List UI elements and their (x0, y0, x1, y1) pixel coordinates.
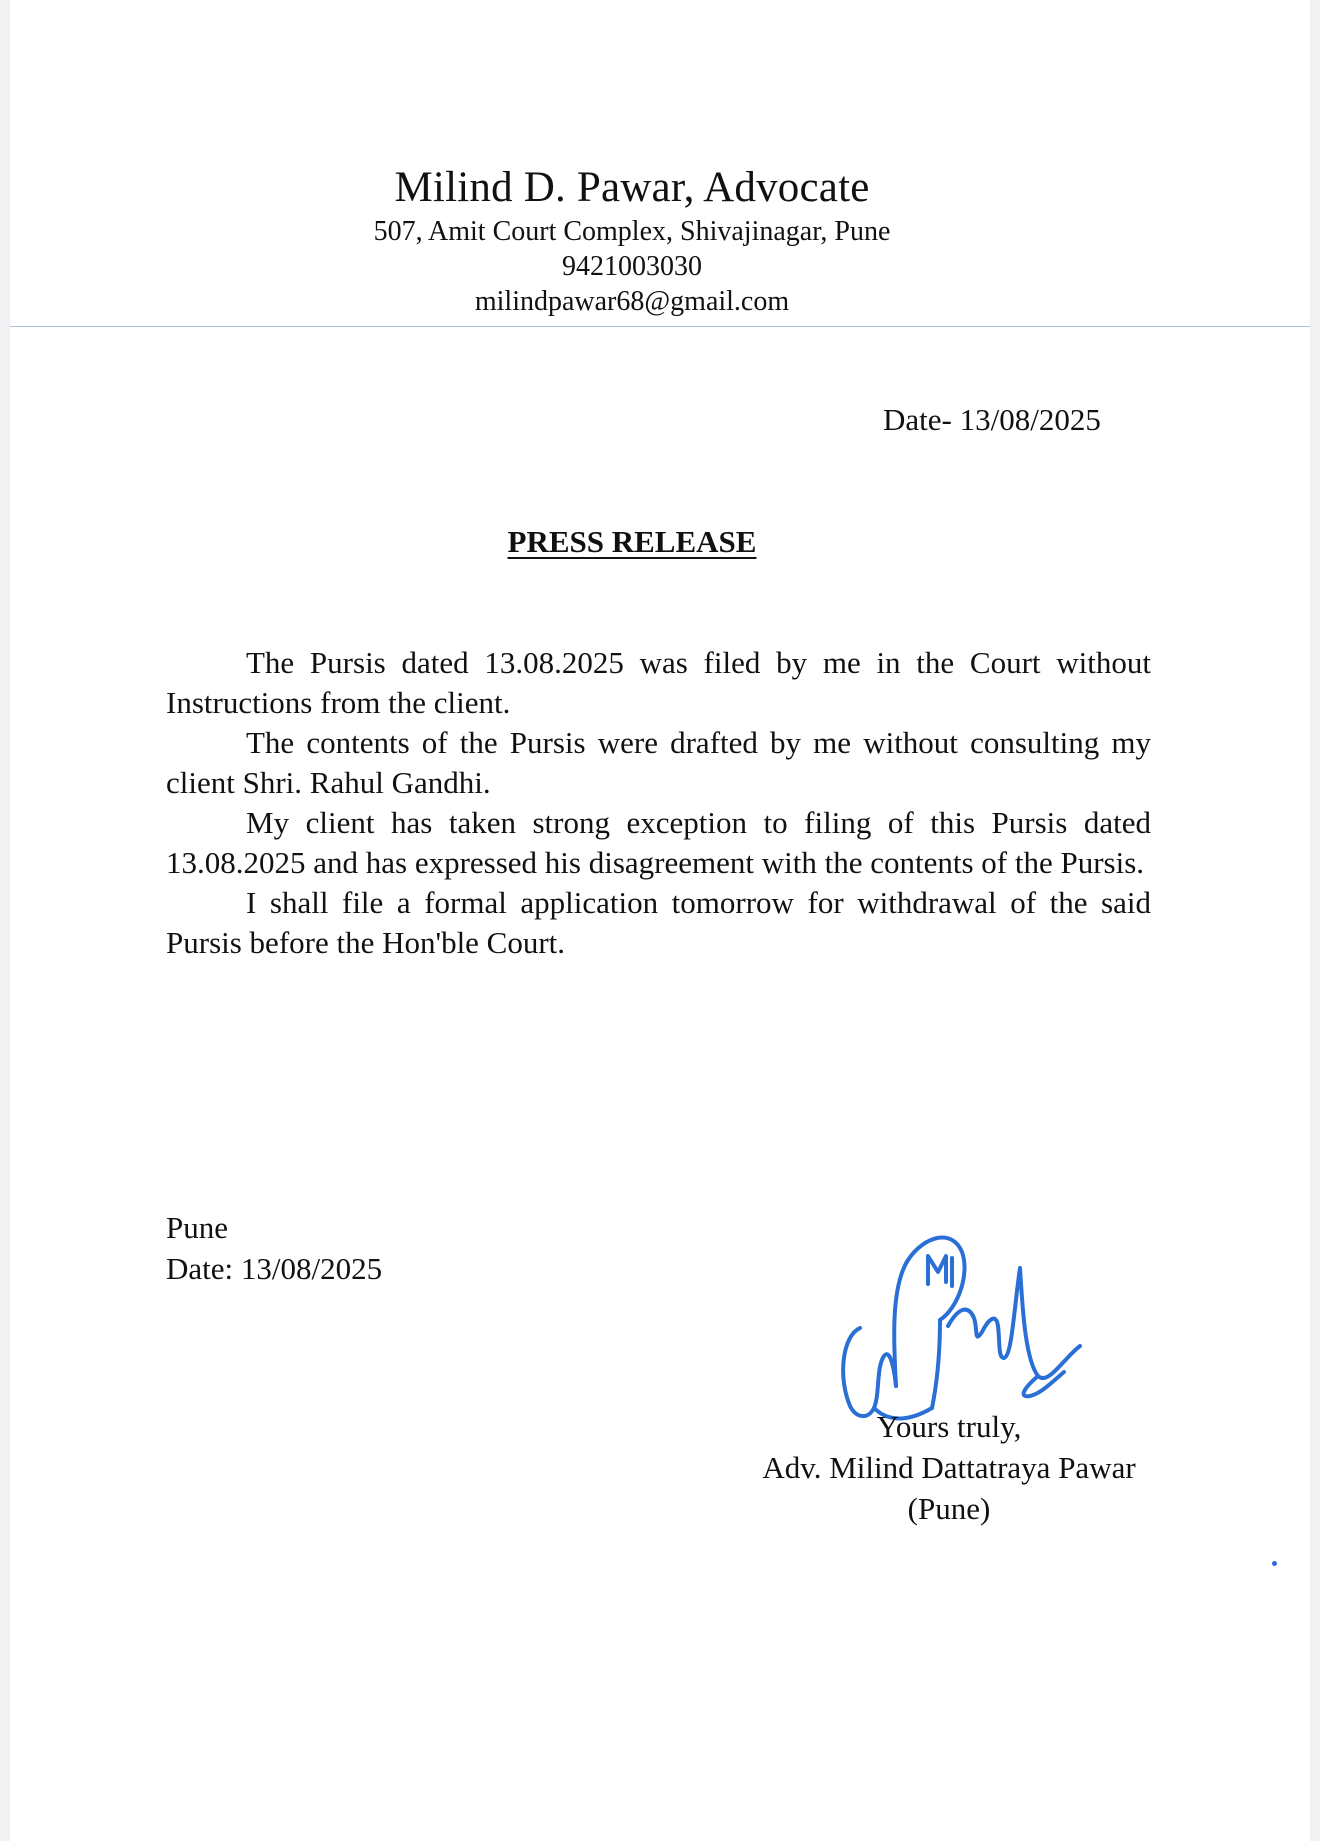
document-date: Date- 13/08/2025 (883, 402, 1101, 437)
title-text: PRESS RELEASE (507, 524, 757, 559)
document-page (10, 0, 1310, 1841)
signatory-location: (Pune) (907, 1491, 991, 1526)
document-title (0, 522, 1282, 562)
letterhead-divider (10, 326, 1310, 327)
ink-dot (1272, 1561, 1277, 1566)
advocate-email: milindpawar68@gmail.com (474, 286, 790, 317)
place-date-block (166, 1207, 382, 1289)
signature-icon (828, 1208, 1088, 1428)
signatory-name: Adv. Milind Dattatraya Pawar (762, 1450, 1136, 1485)
paragraph: I shall file a formal application tomorrow for withdrawal of the said Pursis before the Hon'ble Court. (166, 885, 1151, 960)
signing-date: Date: 13/08/2025 (166, 1251, 383, 1286)
advocate-address: 507, Amit Court Complex, Shivajinagar, Pune (373, 216, 891, 247)
advocate-name: Milind D. Pawar, Advocate (394, 164, 870, 211)
paragraph: The contents of the Pursis were drafted by me without consulting my client Shri. Rahul Gandhi. (166, 725, 1151, 800)
paragraph: My client has taken strong exception to filing of this Pursis dated 13.08.2025 and has expressed his disagreement with the contents of the Pursis. (166, 805, 1151, 880)
advocate-phone: 9421003030 (562, 251, 702, 282)
paragraph: The Pursis dated 13.08.2025 was filed by me in the Court without Instructions from the client. (166, 645, 1151, 720)
salutation: Yours truly, (876, 1409, 1022, 1444)
body-text (166, 643, 1151, 963)
place: Pune (166, 1210, 228, 1245)
letterhead (0, 162, 1282, 319)
closing-block (710, 1406, 1188, 1529)
